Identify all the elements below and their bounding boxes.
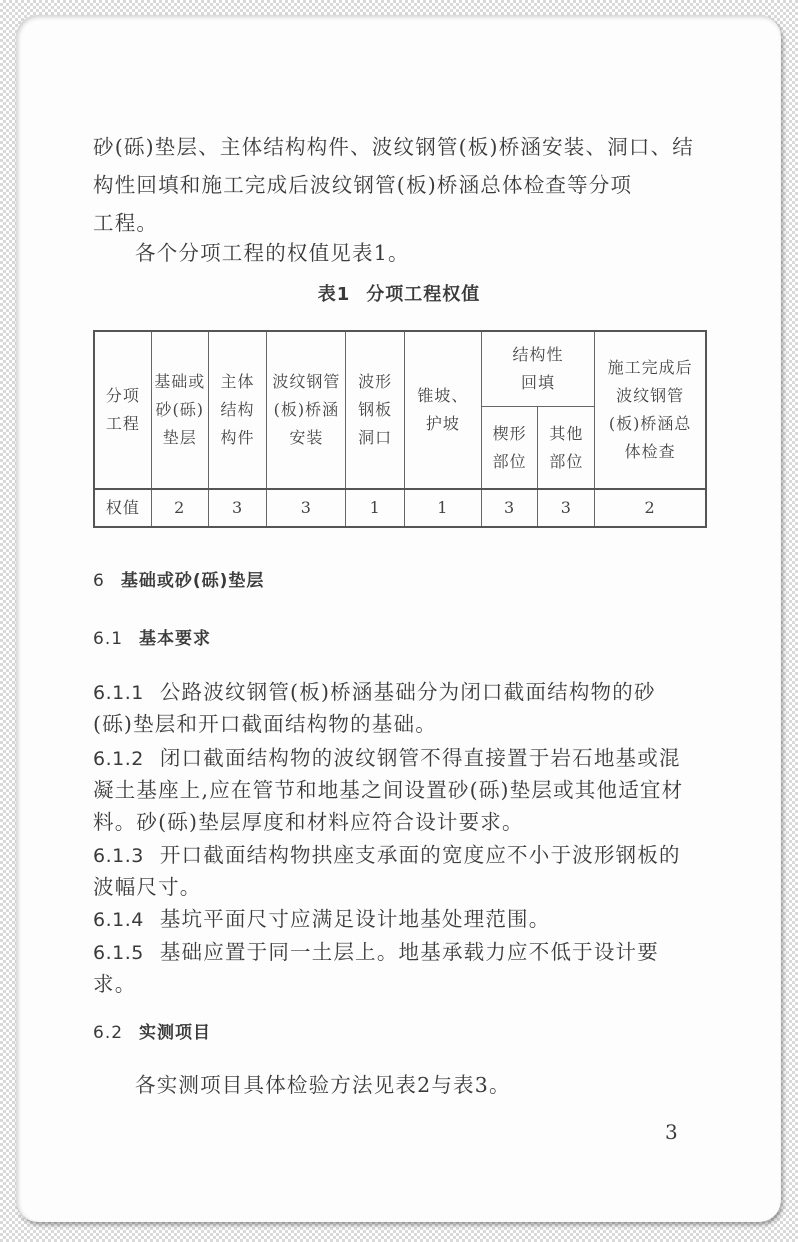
row-label: 权值 bbox=[94, 489, 151, 527]
clause-6-1-1: 6.1.1 公路波纹钢管(板)桥涵基础分为闭口截面结构物的砂 bbox=[93, 680, 656, 704]
intro-line-1: 砂(砾)垫层、主体结构构件、波纹钢管(板)桥涵安装、洞口、结 bbox=[93, 135, 694, 159]
page-number: 3 bbox=[665, 1120, 678, 1144]
clause-6-1-2-cont-2: 料。砂(砾)垫层厚度和材料应符合设计要求。 bbox=[93, 810, 524, 834]
clause-6-1-1-cont: (砾)垫层和开口截面结构物的基础。 bbox=[93, 712, 437, 736]
header-item: 分项工程 bbox=[94, 331, 151, 489]
section-6-1-heading: 6.1 基本要求 bbox=[93, 629, 212, 649]
header-final-check: 施工完成后波纹钢管(板)桥涵总体检查 bbox=[595, 331, 706, 489]
intro-line-2: 构性回填和施工完成后波纹钢管(板)桥涵总体检查等分项 bbox=[93, 173, 633, 197]
clause-6-1-2-cont-1: 凝土基座上,应在管节和地基之间设置砂(砾)垫层或其他适宜材 bbox=[93, 778, 684, 802]
clause-6-1-3: 6.1.3 开口截面结构物拱座支承面的宽度应不小于波形钢板的 bbox=[93, 843, 681, 867]
value-installation: 3 bbox=[267, 489, 346, 527]
header-main-members: 主体结构构件 bbox=[208, 331, 267, 489]
value-backfill-other: 3 bbox=[538, 489, 595, 527]
header-backfill: 结构性回填 bbox=[481, 331, 594, 407]
section-6-heading: 6 基础或砂(砾)垫层 bbox=[93, 571, 265, 591]
table-row bbox=[94, 489, 706, 527]
value-portal: 1 bbox=[346, 489, 405, 527]
header-backfill-wedge: 楔形部位 bbox=[481, 407, 538, 490]
table-caption bbox=[0, 280, 798, 306]
clause-6-1-5: 6.1.5 基础应置于同一土层上。地基承载力应不低于设计要 bbox=[93, 940, 659, 964]
value-final-check: 2 bbox=[595, 489, 706, 527]
clause-6-1-3-cont: 波幅尺寸。 bbox=[93, 875, 202, 899]
table-number: 表1 bbox=[317, 284, 351, 305]
header-slope: 锥坡、护坡 bbox=[405, 331, 482, 489]
header-installation: 波纹钢管(板)桥涵安装 bbox=[267, 331, 346, 489]
section-6-2-heading: 6.2 实测项目 bbox=[93, 1023, 212, 1043]
table-reference: 各个分项工程的权值见表1。 bbox=[135, 241, 410, 265]
intro-line-3: 工程。 bbox=[93, 211, 159, 235]
weights-table bbox=[93, 330, 707, 528]
header-backfill-other: 其他部位 bbox=[538, 407, 595, 490]
header-foundation: 基础或砂(砾)垫层 bbox=[151, 331, 208, 489]
clause-6-1-5-cont: 求。 bbox=[93, 972, 137, 996]
value-backfill-wedge: 3 bbox=[481, 489, 538, 527]
header-portal: 波形钢板洞口 bbox=[346, 331, 405, 489]
clause-6-1-2: 6.1.2 闭口截面结构物的波纹钢管不得直接置于岩石地基或混 bbox=[93, 746, 681, 770]
value-main-members: 3 bbox=[208, 489, 267, 527]
value-slope: 1 bbox=[405, 489, 482, 527]
section-6-2-text: 各实测项目具体检验方法见表2与表3。 bbox=[135, 1073, 511, 1097]
value-foundation: 2 bbox=[151, 489, 208, 527]
table-title: 分项工程权值 bbox=[366, 284, 481, 305]
clause-6-1-4: 6.1.4 基坑平面尺寸应满足设计地基处理范围。 bbox=[93, 907, 551, 931]
